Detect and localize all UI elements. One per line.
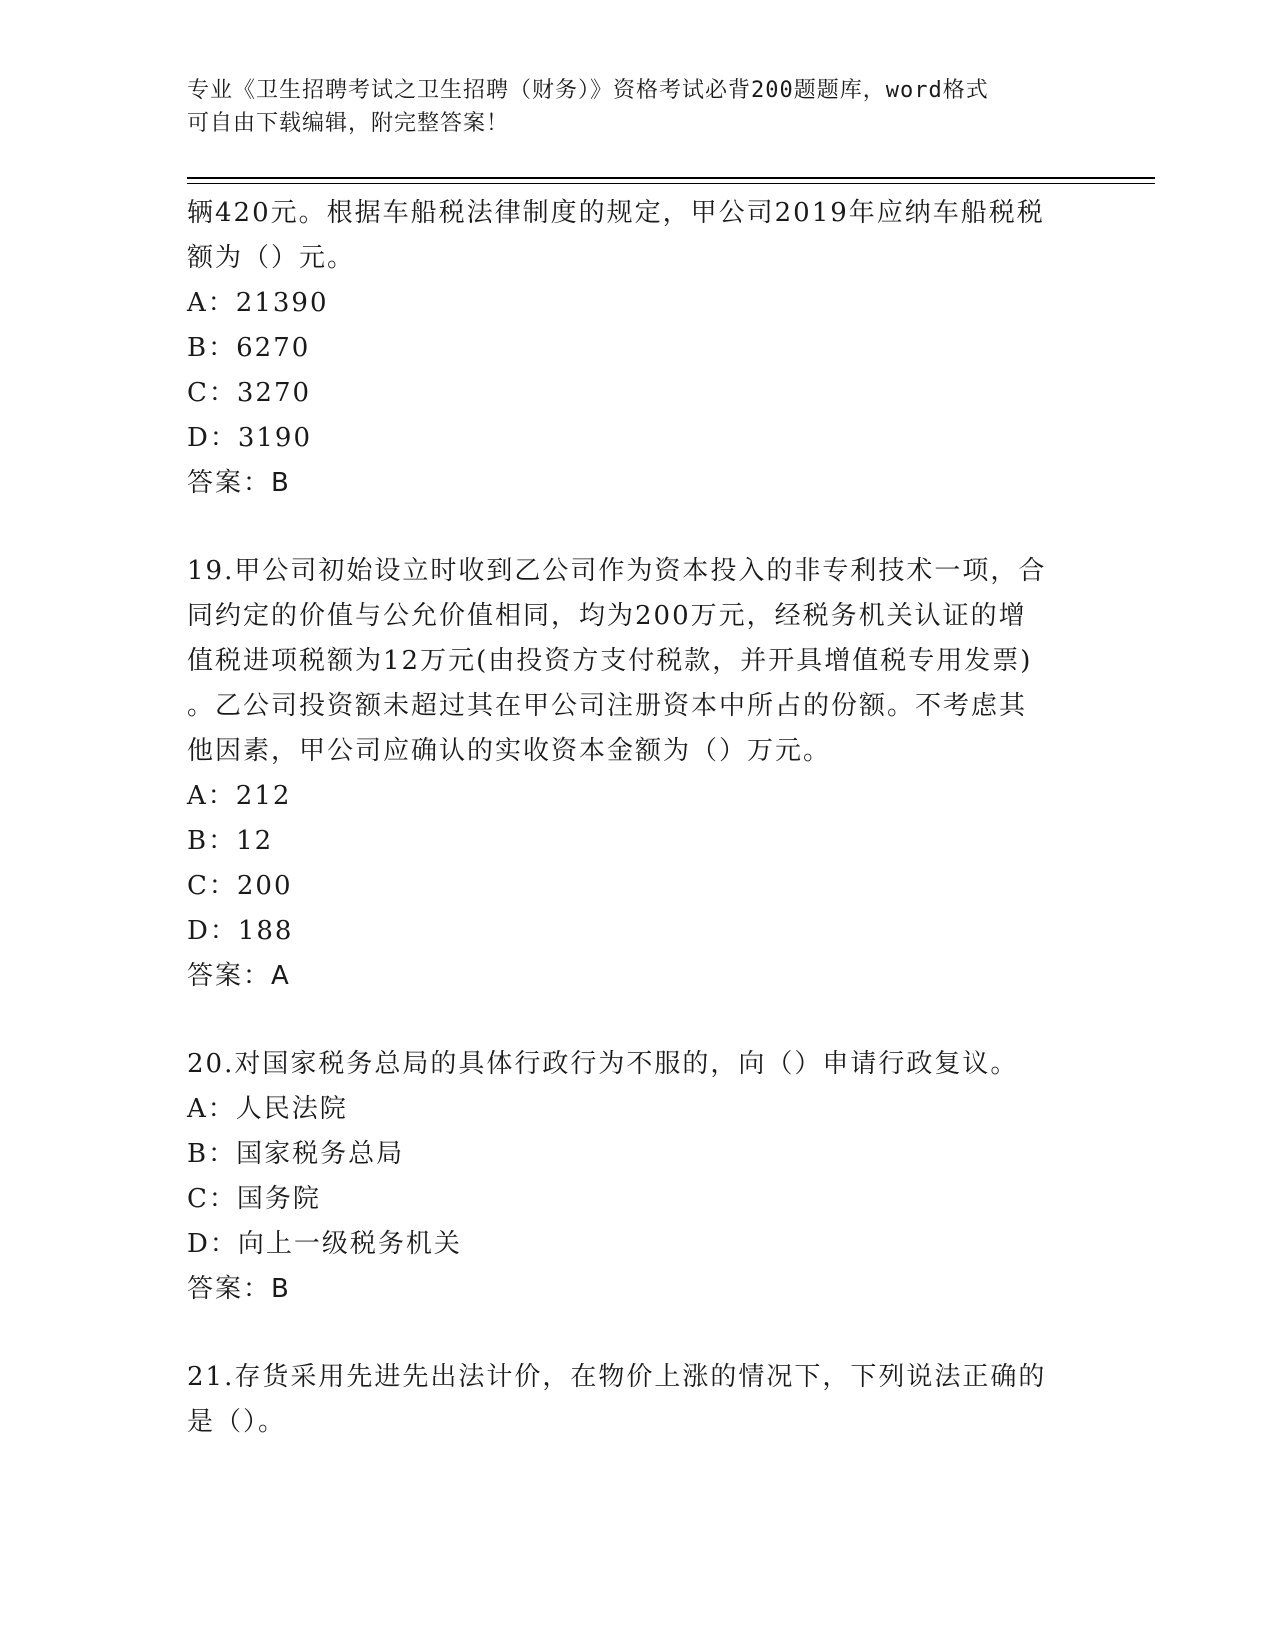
question-18: [187, 191, 1087, 505]
answer-line: 答案：B: [187, 1274, 291, 1304]
header-divider-thin: [187, 183, 1155, 184]
option-c: C：200: [187, 871, 293, 901]
question-19: [187, 549, 1087, 998]
option-b: B：12: [187, 826, 274, 856]
header-title-line2: 可自由下载编辑，附完整答案！: [187, 111, 510, 136]
question-text-line: 辆420元。根据车船税法律制度的规定，甲公司2019年应纳车船税税: [187, 198, 1045, 228]
question-20: [187, 1042, 1087, 1311]
answer-line: 答案：B: [187, 468, 291, 498]
question-text-line: 20.对国家税务总局的具体行政行为不服的，向（）申请行政复议。: [187, 1049, 1019, 1079]
header-divider-thick: [187, 177, 1155, 179]
question-text-line: 同约定的价值与公允价值相同，均为200万元，经税务机关认证的增: [187, 601, 1027, 631]
document-header: [187, 74, 1067, 140]
option-b: B：国家税务总局: [187, 1139, 405, 1169]
option-d: D：188: [187, 916, 294, 946]
option-a: A：21390: [187, 288, 329, 318]
question-text-line: 他因素，甲公司应确认的实收资本金额为（）万元。: [187, 736, 832, 766]
option-a: A：人民法院: [187, 1094, 348, 1124]
question-text-line: 21.存货采用先进先出法计价，在物价上涨的情况下，下列说法正确的: [187, 1362, 1047, 1392]
option-d: D：向上一级税务机关: [187, 1229, 462, 1259]
question-text-line: 值税进项税额为12万元(由投资方支付税款，并开具增值税专用发票): [187, 646, 1033, 676]
option-c: C：3270: [187, 378, 312, 408]
option-a: A：212: [187, 781, 292, 811]
option-b: B：6270: [187, 333, 311, 363]
header-title-line1: 专业《卫生招聘考试之卫生招聘（财务）》资格考试必背200题题库，word格式: [187, 78, 989, 103]
question-text-line: 。乙公司投资额未超过其在甲公司注册资本中所占的份额。不考虑其: [187, 691, 1028, 721]
question-text-line: 是（）。: [187, 1407, 287, 1437]
question-21: [187, 1355, 1087, 1445]
option-d: D：3190: [187, 423, 313, 453]
question-text-line: 额为（）元。: [187, 243, 356, 273]
question-list: [187, 191, 1087, 1445]
option-c: C：国务院: [187, 1184, 321, 1214]
question-text-line: 19.甲公司初始设立时收到乙公司作为资本投入的非专利技术一项，合: [187, 556, 1047, 586]
answer-line: 答案：A: [187, 961, 291, 991]
